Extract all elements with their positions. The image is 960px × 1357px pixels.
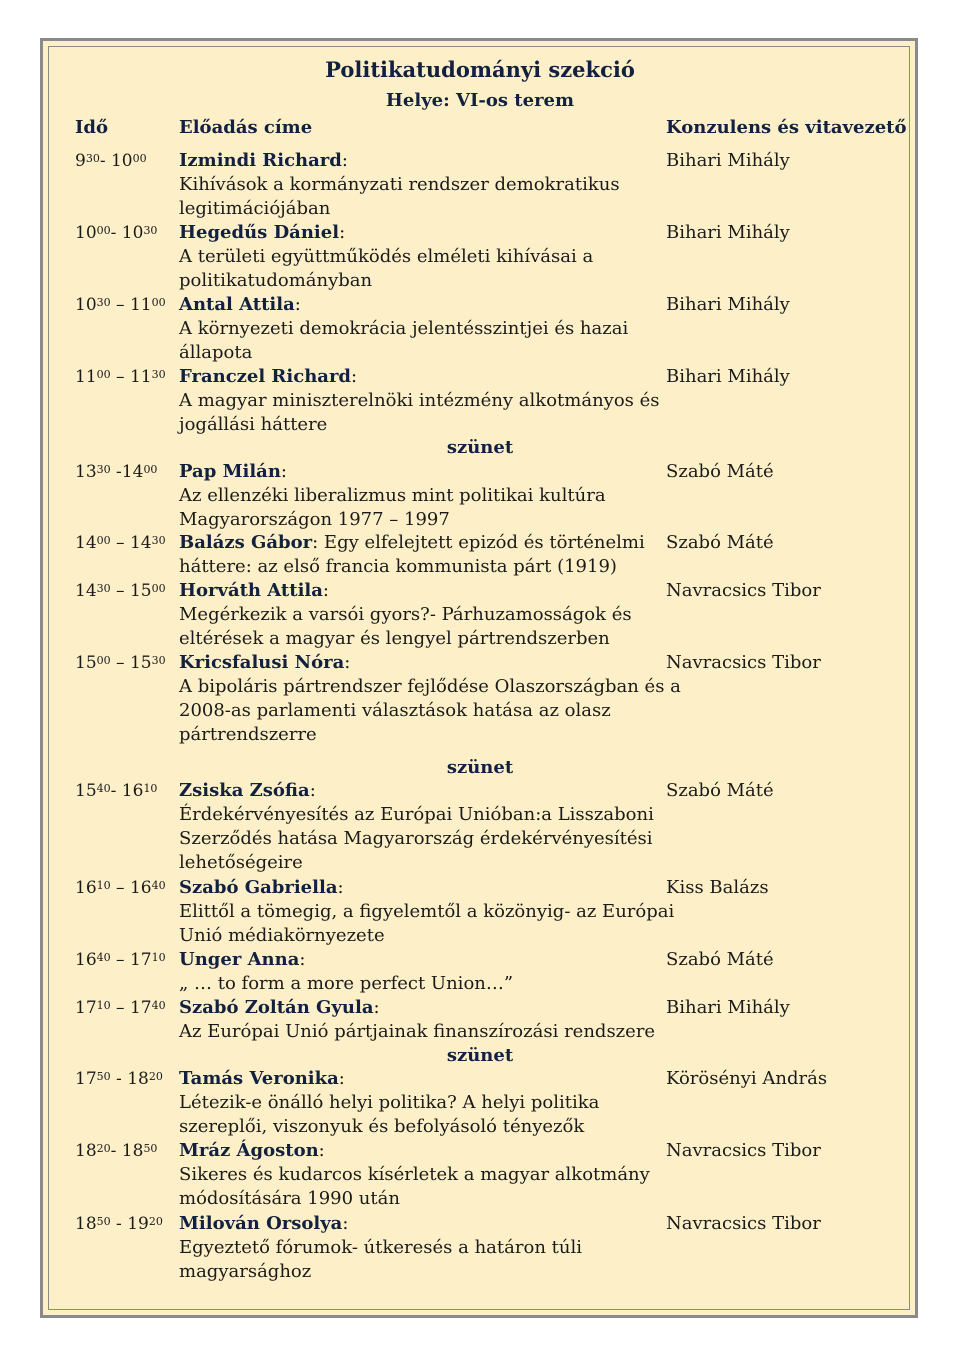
speaker-colon: :	[312, 532, 319, 553]
moderator: Navracsics Tibor	[666, 652, 821, 673]
time-end-m: 00	[143, 463, 158, 476]
talk-title-line: eltérések a magyar és lengyel pártrendszerben	[179, 628, 610, 649]
moderator: Bihari Mihály	[666, 222, 790, 243]
talk-title-line: Megérkezik a varsói gyors?- Párhuzamosságok és	[179, 604, 632, 625]
talk-title-inline: Egy elfelejtett epizód és történelmi	[318, 532, 645, 553]
time-end-h: 18	[121, 1141, 144, 1161]
talk-title-line: pártrendszerre	[179, 724, 317, 745]
time-end-h: 16	[121, 781, 144, 801]
time-start-h: 16	[75, 878, 97, 898]
time-end-h: 15	[129, 581, 152, 601]
speaker-colon: :	[341, 150, 348, 171]
moderator: Körösényi András	[666, 1068, 828, 1089]
speaker-colon: :	[299, 949, 306, 970]
time-start-h: 14	[75, 533, 97, 553]
talk-title-line: A környezeti demokrácia jelentésszintjei és hazai	[179, 318, 629, 339]
session-time	[75, 149, 147, 173]
speaker-name: Horváth Attila	[179, 580, 323, 601]
column-header-time: Idő	[75, 117, 109, 138]
talk-title-line: Kihívások a kormányzati rendszer demokratikus	[179, 174, 620, 195]
time-sep: –	[110, 295, 130, 315]
moderator: Szabó Máté	[666, 949, 774, 970]
time-sep: –	[110, 998, 130, 1018]
time-end-h: 17	[129, 950, 152, 970]
talk-title-line: A bipoláris pártrendszer fejlődése Olaszországban és a	[179, 676, 681, 697]
talk-title-line: Létezik-e önálló helyi politika? A helyi politika	[179, 1092, 600, 1113]
time-start-m: 50	[96, 1215, 111, 1228]
time-end-h: 16	[129, 878, 152, 898]
time-start-h: 18	[75, 1214, 97, 1234]
speaker-line	[179, 579, 329, 603]
talk-title-line: Egyeztető fórumok- útkeresés a határon túli	[179, 1237, 582, 1258]
speaker-name: Kricsfalusi Nóra	[179, 652, 345, 673]
speaker-colon: :	[337, 877, 344, 898]
time-end-h: 10	[110, 151, 133, 171]
time-end-h: 14	[121, 462, 144, 482]
time-end-m: 30	[151, 534, 166, 547]
speaker-line	[179, 996, 380, 1020]
time-end-m: 30	[143, 224, 158, 237]
time-end-m: 10	[143, 782, 158, 795]
speaker-name: Antal Attila	[179, 294, 295, 315]
speaker-colon: :	[339, 222, 346, 243]
time-sep: –	[110, 533, 130, 553]
time-sep: –	[110, 581, 130, 601]
time-end-m: 40	[151, 999, 166, 1012]
session-time	[75, 996, 166, 1020]
time-start-m: 10	[96, 879, 111, 892]
moderator: Bihari Mihály	[666, 366, 790, 387]
speaker-name: Balázs Gábor	[179, 532, 313, 553]
time-start-h: 17	[75, 1069, 97, 1089]
talk-title-line: Szerződés hatása Magyarország érdekérvényesítési	[179, 828, 653, 849]
session-time	[75, 460, 157, 484]
speaker-line	[179, 1139, 325, 1163]
time-start-m: 00	[96, 654, 111, 667]
time-end-m: 30	[151, 654, 166, 667]
page-title: Politikatudományi szekció	[325, 57, 635, 82]
session-time	[75, 531, 166, 555]
speaker-name: Milován Orsolya	[179, 1213, 343, 1234]
speaker-colon: :	[322, 580, 329, 601]
time-start-m: 30	[96, 582, 111, 595]
talk-title-line: Érdekérvényesítés az Európai Unióban:a Lisszaboni	[179, 804, 654, 825]
talk-title-line: „ … to form a more perfect Union…”	[179, 973, 514, 994]
moderator: Navracsics Tibor	[666, 1140, 821, 1161]
time-sep: -	[110, 1141, 122, 1161]
talk-title-line: magyarsághoz	[179, 1261, 312, 1282]
speaker-line	[179, 221, 345, 245]
talk-title-line: Az Európai Unió pártjainak finanszírozási rendszere	[179, 1021, 656, 1042]
time-start-h: 17	[75, 998, 97, 1018]
session-time	[75, 221, 157, 245]
moderator: Szabó Máté	[666, 532, 774, 553]
time-start-h: 10	[75, 295, 97, 315]
time-start-m: 00	[96, 224, 111, 237]
speaker-name: Franczel Richard	[179, 366, 352, 387]
time-end-m: 40	[151, 879, 166, 892]
session-time	[75, 293, 166, 317]
moderator: Navracsics Tibor	[666, 1213, 821, 1234]
time-end-h: 19	[127, 1214, 149, 1234]
time-sep: -	[110, 1069, 128, 1089]
moderator: Bihari Mihály	[666, 294, 790, 315]
time-end-m: 50	[143, 1142, 158, 1155]
time-sep: -	[110, 223, 122, 243]
talk-title-line: A magyar miniszterelnöki intézmény alkotmányos és	[179, 390, 660, 411]
time-start-m: 00	[96, 534, 111, 547]
time-start-m: 00	[96, 368, 111, 381]
session-time	[75, 1212, 163, 1236]
time-end-m: 00	[132, 152, 147, 165]
moderator: Szabó Máté	[666, 780, 774, 801]
speaker-name: Szabó Zoltán Gyula	[179, 997, 374, 1018]
time-sep: –	[110, 950, 130, 970]
time-sep: –	[110, 653, 130, 673]
time-start-m: 50	[96, 1070, 111, 1083]
time-end-m: 20	[148, 1215, 163, 1228]
talk-title-line: háttere: az első francia kommunista párt (1919)	[179, 556, 617, 577]
session-time	[75, 876, 166, 900]
speaker-colon: :	[309, 780, 316, 801]
time-start-h: 9	[75, 151, 86, 171]
speaker-name: Zsiska Zsófia	[179, 780, 310, 801]
speaker-name: Unger Anna	[179, 949, 300, 970]
talk-title-line: legitimációjában	[179, 198, 331, 219]
session-time	[75, 948, 166, 972]
time-start-h: 11	[75, 367, 97, 387]
talk-title-line: A területi együttműködés elméleti kihívásai a	[179, 246, 594, 267]
time-end-m: 20	[148, 1070, 163, 1083]
speaker-colon: :	[344, 652, 351, 673]
speaker-line	[179, 948, 305, 972]
session-time	[75, 1139, 157, 1163]
time-start-h: 14	[75, 581, 97, 601]
speaker-line	[179, 876, 344, 900]
time-start-m: 20	[96, 1142, 111, 1155]
speaker-line	[179, 365, 357, 389]
time-start-m: 40	[96, 951, 111, 964]
moderator: Bihari Mihály	[666, 997, 790, 1018]
time-start-h: 16	[75, 950, 97, 970]
time-sep: -	[110, 1214, 128, 1234]
time-end-h: 10	[121, 223, 144, 243]
talk-title-line: jogállási háttere	[179, 414, 328, 435]
speaker-line	[179, 293, 301, 317]
break-label: szünet	[446, 437, 514, 458]
speaker-colon: :	[280, 461, 287, 482]
time-sep: -	[110, 462, 122, 482]
time-end-m: 10	[151, 951, 166, 964]
time-sep: –	[110, 367, 130, 387]
speaker-colon: :	[351, 366, 358, 387]
location: Helye: VI-os terem	[385, 90, 575, 111]
talk-title-line: lehetőségeire	[179, 852, 303, 873]
session-time	[75, 579, 166, 603]
time-start-h: 15	[75, 781, 97, 801]
speaker-line	[179, 149, 348, 173]
moderator: Bihari Mihály	[666, 150, 790, 171]
speaker-line	[179, 1212, 348, 1236]
column-header-moderator: Konzulens és vitavezető	[666, 117, 907, 138]
time-start-h: 18	[75, 1141, 97, 1161]
session-time	[75, 1067, 163, 1091]
moderator: Kiss Balázs	[666, 877, 769, 898]
time-end-h: 11	[129, 367, 152, 387]
time-start-h: 10	[75, 223, 97, 243]
speaker-name: Izmindi Richard	[179, 150, 342, 171]
talk-title-line: 2008-as parlamenti választások hatása az olasz	[179, 700, 611, 721]
speaker-colon: :	[318, 1140, 325, 1161]
time-sep: -	[99, 151, 111, 171]
speaker-line	[179, 651, 350, 675]
time-end-m: 00	[151, 582, 166, 595]
speaker-line	[179, 779, 316, 803]
speaker-line	[179, 460, 287, 484]
break-label: szünet	[446, 1045, 514, 1066]
speaker-name: Szabó Gabriella	[179, 877, 338, 898]
time-start-m: 30	[96, 296, 111, 309]
speaker-name: Mráz Ágoston	[179, 1140, 319, 1161]
break-label: szünet	[446, 757, 514, 778]
speaker-name: Hegedűs Dániel	[179, 222, 340, 243]
time-end-h: 17	[129, 998, 152, 1018]
time-start-h: 15	[75, 653, 97, 673]
speaker-name: Tamás Veronika	[179, 1068, 339, 1089]
session-time	[75, 779, 157, 803]
session-time	[75, 365, 166, 389]
time-start-h: 13	[75, 462, 97, 482]
speaker-line	[179, 1067, 345, 1091]
time-end-h: 11	[129, 295, 152, 315]
time-end-m: 00	[151, 296, 166, 309]
time-end-h: 18	[127, 1069, 149, 1089]
talk-title-line: Sikeres és kudarcos kísérletek a magyar alkotmány	[179, 1164, 650, 1185]
speaker-colon: :	[342, 1213, 349, 1234]
session-time	[75, 651, 166, 675]
talk-title-line: Magyarországon 1977 – 1997	[179, 509, 450, 530]
column-header-title: Előadás címe	[179, 117, 313, 138]
time-end-h: 15	[129, 653, 152, 673]
moderator: Szabó Máté	[666, 461, 774, 482]
talk-title-line: Elittől a tömegig, a figyelemtől a közönyig- az Európai	[179, 901, 675, 922]
time-end-h: 14	[129, 533, 152, 553]
time-start-m: 10	[96, 999, 111, 1012]
moderator: Navracsics Tibor	[666, 580, 821, 601]
talk-title-line: szereplői, viszonyuk és befolyásoló tényezők	[179, 1116, 585, 1137]
speaker-name: Pap Milán	[179, 461, 281, 482]
speaker-colon: :	[294, 294, 301, 315]
speaker-colon: :	[338, 1068, 345, 1089]
time-start-m: 40	[96, 782, 111, 795]
talk-title-line: módosítására 1990 után	[179, 1188, 400, 1209]
talk-title-line: Unió médiakörnyezete	[179, 925, 385, 946]
time-sep: –	[110, 878, 130, 898]
time-start-m: 30	[85, 152, 100, 165]
speaker-line	[179, 531, 645, 555]
speaker-colon: :	[373, 997, 380, 1018]
talk-title-line: Az ellenzéki liberalizmus mint politikai kultúra	[179, 485, 606, 506]
talk-title-line: állapota	[179, 342, 253, 363]
time-end-m: 30	[151, 368, 166, 381]
talk-title-line: politikatudományban	[179, 270, 373, 291]
time-sep: -	[110, 781, 122, 801]
time-start-m: 30	[96, 463, 111, 476]
